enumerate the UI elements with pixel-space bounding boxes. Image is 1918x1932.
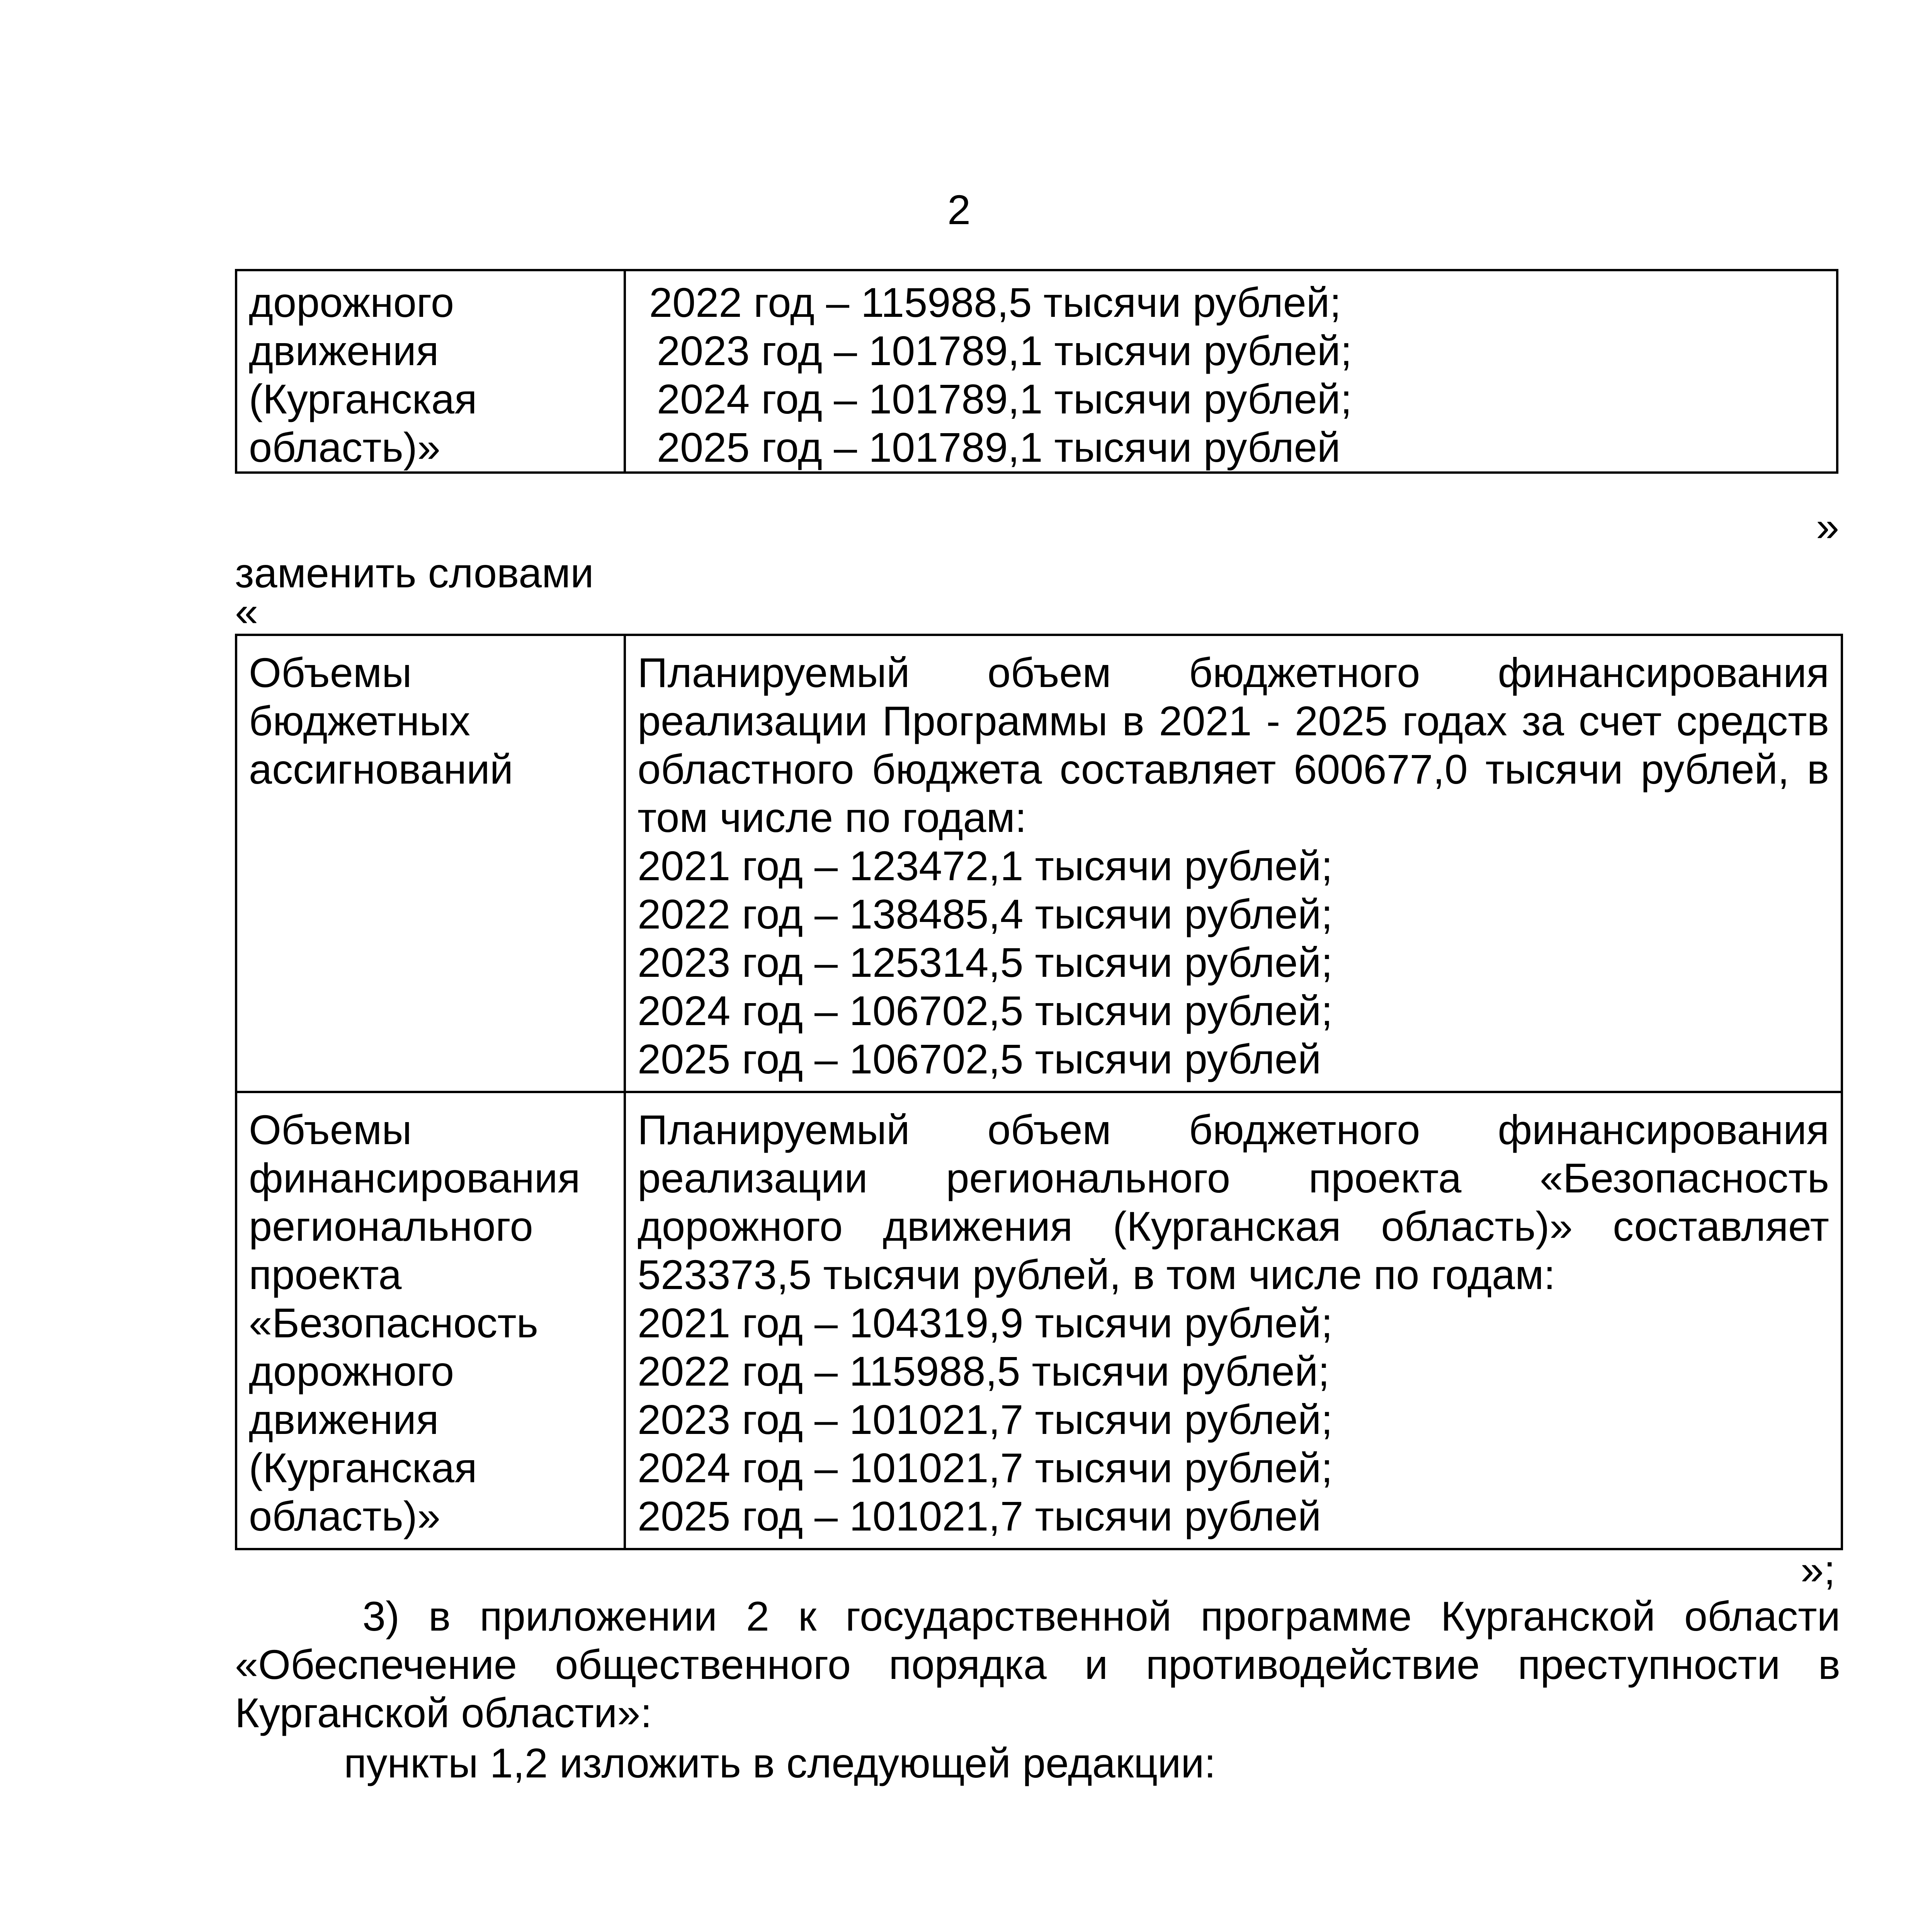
cell-line: область)» bbox=[249, 1493, 440, 1539]
cell-line: 2024 год – 101021,7 тысячи рублей; bbox=[638, 1444, 1333, 1491]
cell-line: 2025 год – 106702,5 тысячи рублей bbox=[638, 1036, 1321, 1082]
table-cell-label bbox=[236, 270, 625, 473]
cell-line: 2025 год – 101021,7 тысячи рублей bbox=[638, 1493, 1321, 1539]
cell-line: реализации Программы в 2021 - 2025 годах за счет средств bbox=[638, 697, 1829, 744]
paragraph-3 bbox=[235, 1592, 1840, 1737]
cell-line: финансирования bbox=[249, 1155, 580, 1201]
cell-line: 2025 год – 101789,1 тысячи рублей bbox=[657, 424, 1341, 471]
cell-line: Объемы bbox=[249, 649, 412, 696]
paragraph-line: Курганской области»: bbox=[235, 1689, 652, 1736]
cell-line: дорожного bbox=[249, 279, 454, 326]
replace-words-text: заменить словами bbox=[235, 549, 594, 596]
cell-line: реализации регионального проекта «Безопасность bbox=[638, 1155, 1829, 1201]
cell-line: 2023 год – 125314,5 тысячи рублей; bbox=[638, 939, 1333, 986]
table-row bbox=[236, 270, 1837, 473]
cell-line: дорожного движения (Курганская область)» составляет bbox=[638, 1203, 1829, 1250]
table-row bbox=[236, 1092, 1842, 1549]
cell-line: движения bbox=[249, 1396, 439, 1443]
cell-line: том числе по годам: bbox=[638, 794, 1027, 841]
paragraph-line: 3) в приложении 2 к государственной программе Курганской области bbox=[362, 1593, 1840, 1639]
cell-line: бюджетных bbox=[249, 697, 470, 744]
cell-line: Планируемый объем бюджетного финансирования bbox=[638, 649, 1829, 696]
cell-line: 2023 год – 101789,1 тысячи рублей; bbox=[657, 327, 1352, 374]
closing-quote: » bbox=[1816, 503, 1840, 550]
cell-line: движения bbox=[249, 327, 439, 374]
cell-line: регионального bbox=[249, 1203, 533, 1250]
cell-line: Планируемый объем бюджетного финансирования bbox=[638, 1106, 1829, 1153]
closing-quote-semicolon: »; bbox=[1801, 1546, 1836, 1593]
cell-line: областного бюджета составляет 600677,0 тысячи рублей, в bbox=[638, 746, 1829, 793]
page-number: 2 bbox=[947, 186, 971, 233]
table-cell-value bbox=[625, 1092, 1842, 1549]
opening-quote: « bbox=[235, 588, 258, 635]
cell-line: дорожного bbox=[249, 1348, 454, 1395]
cell-line: проекта bbox=[249, 1251, 402, 1298]
cell-line: «Безопасность bbox=[249, 1299, 538, 1346]
cell-line: 2021 год – 104319,9 тысячи рублей; bbox=[638, 1299, 1333, 1346]
table-cell-value bbox=[625, 635, 1842, 1092]
cell-line: 2024 год – 106702,5 тысячи рублей; bbox=[638, 987, 1333, 1034]
cell-line: 2022 год – 138485,4 тысячи рублей; bbox=[638, 891, 1333, 937]
table-cell-label bbox=[236, 1092, 625, 1549]
table-cell-label bbox=[236, 635, 625, 1092]
cell-line: 2022 год – 115988,5 тысячи рублей; bbox=[649, 279, 1342, 326]
paragraph-4: пункты 1,2 изложить в следующей редакции: bbox=[344, 1740, 1216, 1786]
table-row bbox=[236, 635, 1842, 1092]
cell-line: 2022 год – 115988,5 тысячи рублей; bbox=[638, 1348, 1330, 1395]
cell-line: ассигнований bbox=[249, 746, 514, 793]
cell-line: (Курганская bbox=[249, 1444, 477, 1491]
previous-table-fragment bbox=[235, 269, 1838, 474]
paragraph-line: «Обеспечение общественного порядка и противодействие преступности в bbox=[235, 1641, 1840, 1688]
cell-line: 523373,5 тысячи рублей, в том числе по годам: bbox=[638, 1251, 1556, 1298]
cell-line: 2024 год – 101789,1 тысячи рублей; bbox=[657, 376, 1352, 422]
cell-line: Объемы bbox=[249, 1106, 412, 1153]
cell-line: 2023 год – 101021,7 тысячи рублей; bbox=[638, 1396, 1333, 1443]
replacement-table bbox=[235, 634, 1843, 1550]
cell-line: область)» bbox=[249, 424, 440, 471]
cell-line: 2021 год – 123472,1 тысячи рублей; bbox=[638, 842, 1333, 889]
table-cell-value bbox=[625, 270, 1837, 473]
cell-line: (Курганская bbox=[249, 376, 477, 422]
